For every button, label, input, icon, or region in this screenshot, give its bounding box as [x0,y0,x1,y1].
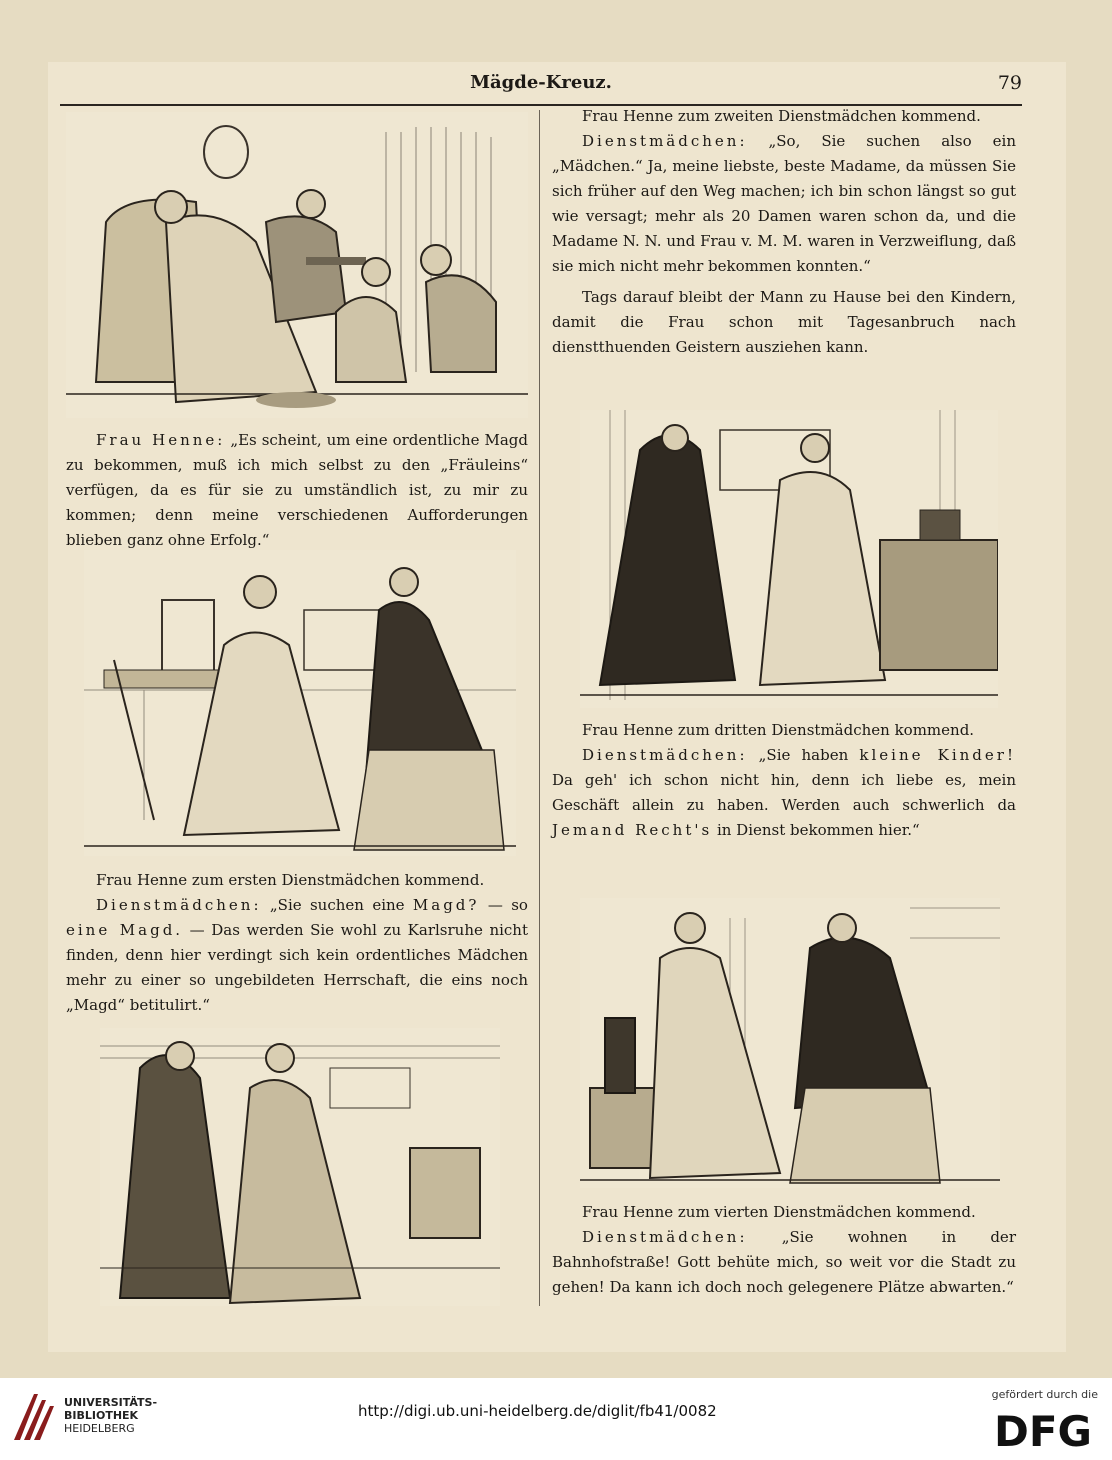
caption-text: „Es scheint, um eine ordentliche Magd zu bekommen, muß ich mich selbst zu den „Fräuleins“ verfügen, da es für sie zu umständlich ist, zu mir zu kommen; denn meine verschiedenen Aufforderungen blieben ganz ohne Erfolg.“ [66,431,528,549]
speaker-label: Frau Henne: [96,431,226,449]
permalink-url[interactable]: http://digi.ub.uni-heidelberg.de/diglit/fb41/0082 [358,1402,717,1420]
illustration-kitchen-maids [100,1028,500,1306]
caption-text-part: „Sie suchen eine [269,896,405,914]
column-divider [539,110,540,1306]
speaker-label: Dienstmädchen: [582,746,748,764]
dfg-logo-icon [992,1406,1098,1452]
block-heading: Frau Henne zum dritten Dienstmädchen kommend. [582,721,975,739]
illustration-third-maid-kitchen [580,410,998,708]
caption-heading: Frau Henne zum ersten Dienstmädchen kommend. [96,871,485,889]
caption-text-part: — Das werden Sie wohl zu Karlsruhe nicht finden, denn hier verdingt sich kein ordentliches Mädchen mehr zu einer so ungebildeten Herrschaft, die eins noch „Magd“ betitulirt.“ [66,921,528,1014]
block-paragraph: Tags darauf bleibt der Mann zu Hause bei den Kindern, damit die Frau schon mit Tagesanbruch nach dienstthuenden Geistern ausziehen kann. [552,288,1016,356]
illustration-first-maid [84,550,516,856]
block-heading: Frau Henne zum vierten Dienstmädchen kommend. [582,1203,976,1221]
speaker-label: Dienstmädchen: [582,1228,748,1246]
library-name [64,1396,157,1435]
emphasis-word: kleine Kinder! [859,746,1016,764]
block-text-part: „Sie haben [758,746,849,764]
ub-heidelberg-logo-icon [8,1388,60,1448]
speaker-label: Dienstmädchen: [96,896,262,914]
emphasis-word: Magd? [412,896,480,914]
block-text: „So, Sie suchen also ein „Mädchen.“ Ja, meine liebste, beste Madame, da müssen Sie sich früher auf den Weg machen; ich bin schon längst so gut wie versagt; mehr als 20 Damen waren schon da, und die Madame N. N. und Frau v. M. M. waren in Verzweiflung, daß sie mich nicht mehr bekommen konnten.“ [552,132,1016,275]
running-title: Mägde-Kreuz. [470,72,612,93]
dfg-logo-text: DFG [994,1407,1093,1452]
block-heading: Frau Henne zum zweiten Dienstmädchen kommend. [582,107,981,125]
block-text: „Sie wohnen in der Bahnhofstraße! Gott behüte mich, so weit vor die Stadt zu gehen! Da kann ich doch noch gelegenere Plätze abwarten.“ [552,1228,1016,1296]
library-name-line: HEIDELBERG [64,1422,135,1435]
right-block-fourth-maid [552,1200,1016,1300]
block-text-part: in Dienst bekommen hier.“ [716,821,920,839]
caption-text-part: — so [487,896,528,914]
illustration-fourth-maid [580,898,1000,1188]
library-name-line: BIBLIOTHEK [64,1409,139,1422]
speaker-label: Dienstmädchen: [582,132,748,150]
caption-first-maid [66,868,528,1018]
emphasis-word: Jemand Recht's [552,821,713,839]
emphasis-word: eine Magd. [66,921,184,939]
right-block-second-maid [552,104,1016,360]
right-block-third-maid [552,718,1016,843]
running-head [60,70,1022,106]
illustration-family-parlour [66,112,528,418]
funded-by-label: gefördert durch die [991,1388,1098,1401]
block-text-part: Da geh' ich schon nicht hin, denn ich liebe es, mein Geschäft allein zu haben. Werden auch schwerlich da [552,771,1016,814]
page-number: 79 [997,72,1022,94]
viewer-footer [0,1378,1112,1460]
library-name-line: UNIVERSITÄTS- [64,1396,158,1409]
caption-frau-henne [66,428,528,553]
